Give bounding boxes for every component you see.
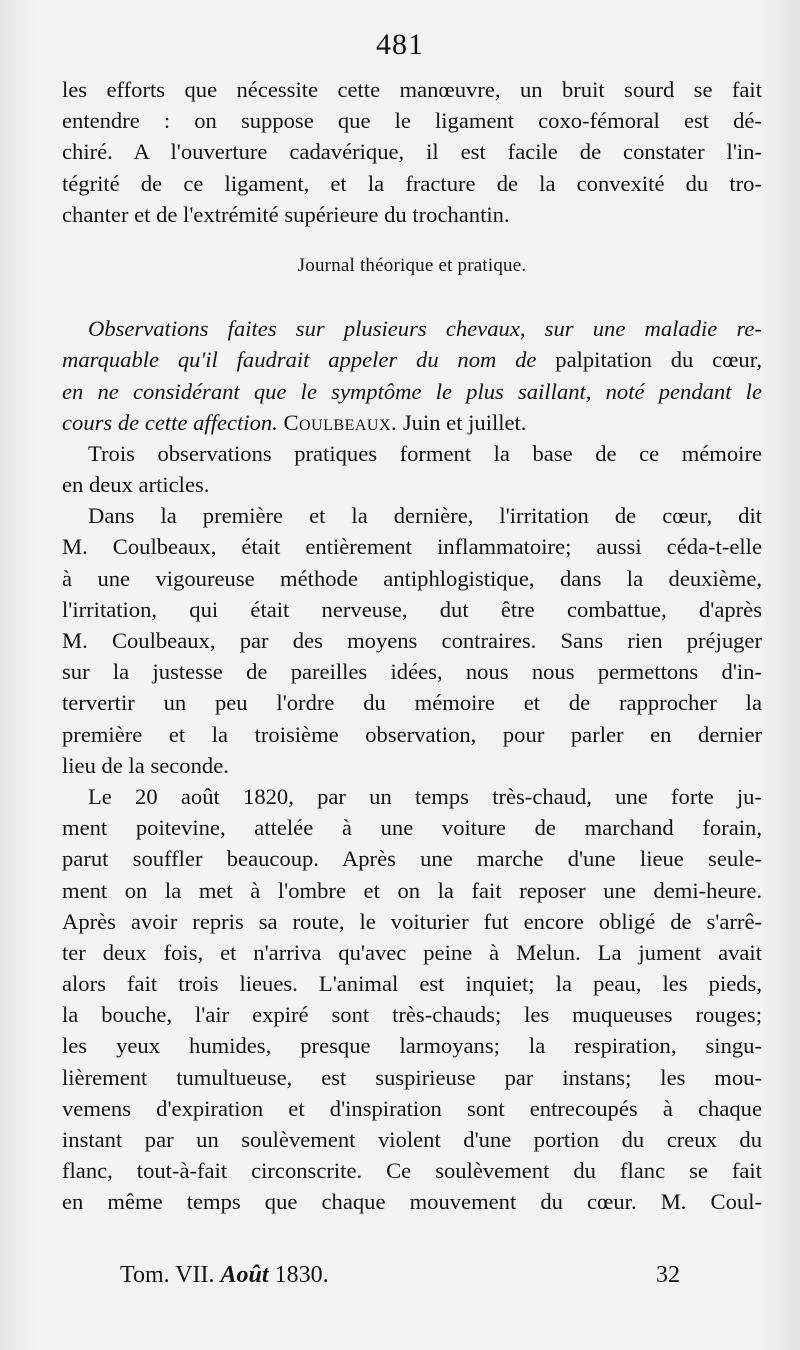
- text-line: Le 20 août 1820, par un temps très-chaud, une forte ju-: [88, 783, 762, 809]
- footer-volume: [120, 1262, 329, 1289]
- text-line: première et la troisième observation, pour parler en dernier: [62, 721, 762, 747]
- text-line: en même temps que chaque mouvement du cœur. M. Coul-: [62, 1189, 762, 1215]
- text-line: ter deux fois, et n'arriva qu'avec peine à Melun. La jument avait: [62, 939, 762, 965]
- text-line: ment on la met à l'ombre et on la fait reposer une demi-heure.: [62, 877, 762, 903]
- text-line: vemens d'expiration et d'inspiration sont entrecoupés à chaque: [62, 1095, 762, 1121]
- paragraph-4: [62, 781, 762, 1218]
- text-block: [62, 74, 762, 1218]
- paragraph-2: [62, 438, 762, 500]
- article-title-disease: palpitation du cœur,: [555, 347, 762, 373]
- text-line: tégrité de ce ligament, et la fracture de la convexité du tro-: [62, 170, 762, 196]
- journal-title: Journal théorique et pratique.: [297, 254, 527, 276]
- article-title-line: [62, 407, 762, 438]
- article-title: [62, 313, 762, 438]
- text-line: lieu de la seconde.: [62, 752, 229, 778]
- text-line: en deux articles.: [62, 472, 210, 498]
- text-line: l'irritation, qui était nerveuse, dut être combattue, d'après: [62, 596, 762, 622]
- article-date: Juin et juillet.: [402, 409, 527, 435]
- text-line: tervertir un peu l'ordre du mémoire et de rapprocher la: [62, 690, 762, 716]
- text-line: sur la justesse de pareilles idées, nous nous permettons d'in-: [62, 659, 762, 685]
- article-title-line: Observations faites sur plusieurs chevaux, sur une maladie re-: [88, 316, 762, 342]
- text-line: Après avoir repris sa route, le voiturier fut encore obligé de s'arrê-: [62, 908, 762, 934]
- footer-month: Août: [220, 1262, 269, 1288]
- text-line: chiré. A l'ouverture cadavérique, il est facile de constater l'in-: [62, 139, 762, 165]
- article-title-line: en ne considérant que le symptôme le plus saillant, noté pendant le: [62, 378, 762, 404]
- text-line: M. Coulbeaux, était entièrement inflammatoire; aussi céda-t-elle: [62, 534, 762, 560]
- footer-year: 1830.: [274, 1262, 329, 1288]
- text-line: les efforts que nécessite cette manœuvre, un bruit sourd se fait: [62, 77, 762, 102]
- volume-label: Tom. VII.: [120, 1262, 215, 1288]
- page-number: 481: [376, 28, 424, 61]
- text-line: M. Coulbeaux, par des moyens contraires. Sans rien préjuger: [62, 628, 762, 653]
- text-line: ment poitevine, attelée à une voiture de marchand forain,: [62, 815, 762, 841]
- paragraph-1: [62, 74, 762, 230]
- text-line: la bouche, l'air expiré sont très-chauds; les muqueuses rouges;: [62, 1002, 762, 1028]
- article-title-italic: marquable qu'il faudrait appeler du nom de: [62, 347, 537, 373]
- text-line: Trois observations pratiques forment la base de ce mémoire: [88, 440, 762, 466]
- text-line: flanc, tout-à-fait circonscrite. Ce soulèvement du flanc se fait: [62, 1158, 762, 1184]
- article-title-italic: cours de cette affection.: [62, 409, 278, 435]
- article-author: Coulbeaux.: [283, 409, 398, 435]
- text-line: les yeux humides, presque larmoyans; la respiration, singu-: [62, 1033, 762, 1059]
- text-line: instant par un soulèvement violent d'une portion du creux du: [62, 1127, 762, 1152]
- text-line: chanter et de l'extrémité supérieure du trochantin.: [62, 201, 510, 227]
- signature-mark: 32: [656, 1262, 680, 1288]
- text-line: entendre : on suppose que le ligament coxo-fémoral est dé-: [62, 108, 762, 134]
- text-line: Dans la première et la dernière, l'irritation de cœur, dit: [88, 503, 762, 529]
- text-line: à une vigoureuse méthode antiphlogistique, dans la deuxième,: [62, 565, 762, 591]
- text-line: alors fait trois lieues. L'animal est inquiet; la peau, les pieds,: [62, 971, 762, 997]
- text-line: parut souffler beaucoup. Après une marche d'une lieue seule-: [62, 846, 762, 872]
- article-title-line: [62, 344, 762, 375]
- text-line: lièrement tumultueuse, est suspirieuse par instans; les mou-: [62, 1064, 762, 1090]
- paragraph-3: [62, 500, 762, 781]
